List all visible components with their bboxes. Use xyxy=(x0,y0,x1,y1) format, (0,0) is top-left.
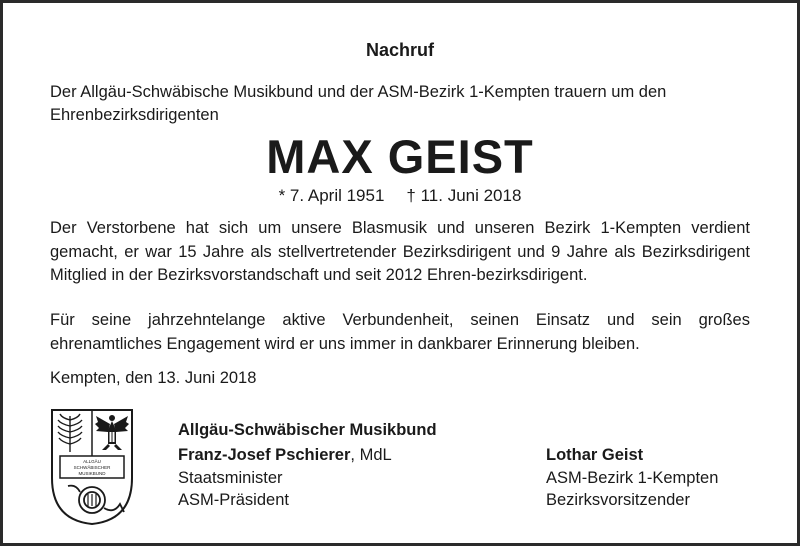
birth-date: * 7. April 1951 xyxy=(278,186,385,205)
place-and-date: Kempten, den 13. Juni 2018 xyxy=(50,369,257,387)
signatory-left-role1: Staatsminister xyxy=(178,468,283,487)
signatory-right-role2: Bezirksvorsitzender xyxy=(546,491,690,509)
signatory-left xyxy=(178,444,392,512)
logo-text-line3: MUSIKBUND xyxy=(78,471,106,476)
signing-organization: Allgäu-Schwäbischer Musikbund xyxy=(178,421,437,439)
logo-text-line2: SCHWÄBISCHER xyxy=(73,465,111,470)
death-date: † 11. Juni 2018 xyxy=(406,186,522,205)
life-dates xyxy=(50,186,750,206)
notice-heading: Nachruf xyxy=(365,40,434,60)
signatory-left-suffix: , MdL xyxy=(350,446,392,464)
intro-text: Der Allgäu-Schwäbische Musikbund und der ASM-Bezirk 1-Kempten trauern um den Ehrenbezirksdirigenten xyxy=(50,83,667,124)
tribute-paragraph: Der Verstorbene hat sich um unsere Blasmusik und unseren Bezirk 1-Kempten verdient gemacht, er war 15 Jahre als stellvertretender Bezirksdirigent und 9 Jahre als Bezirksdirigent Mitglied in der Bezirksvorstandschaft und seit 2012 Ehren-bezirksdirigent. xyxy=(50,219,750,284)
signatory-right-role1: ASM-Bezirk 1-Kempten xyxy=(546,468,719,487)
signatory-right-name: Lothar Geist xyxy=(546,446,644,464)
remembrance-paragraph: Für seine jahrzehntelange aktive Verbundenheit, seinen Einsatz und sein großes ehrenamtliches Engagement wird er uns immer in dankbarer Erinnerung bleiben. xyxy=(50,311,750,353)
asm-coat-of-arms-icon xyxy=(50,408,134,526)
signatory-right xyxy=(546,444,718,512)
logo-text-line1: ALLGÄU xyxy=(83,459,101,464)
signatory-left-role2: ASM-Präsident xyxy=(178,491,289,509)
deceased-name: MAX GEIST xyxy=(266,130,534,183)
signatory-left-name: Franz-Josef Pschierer xyxy=(178,446,351,464)
